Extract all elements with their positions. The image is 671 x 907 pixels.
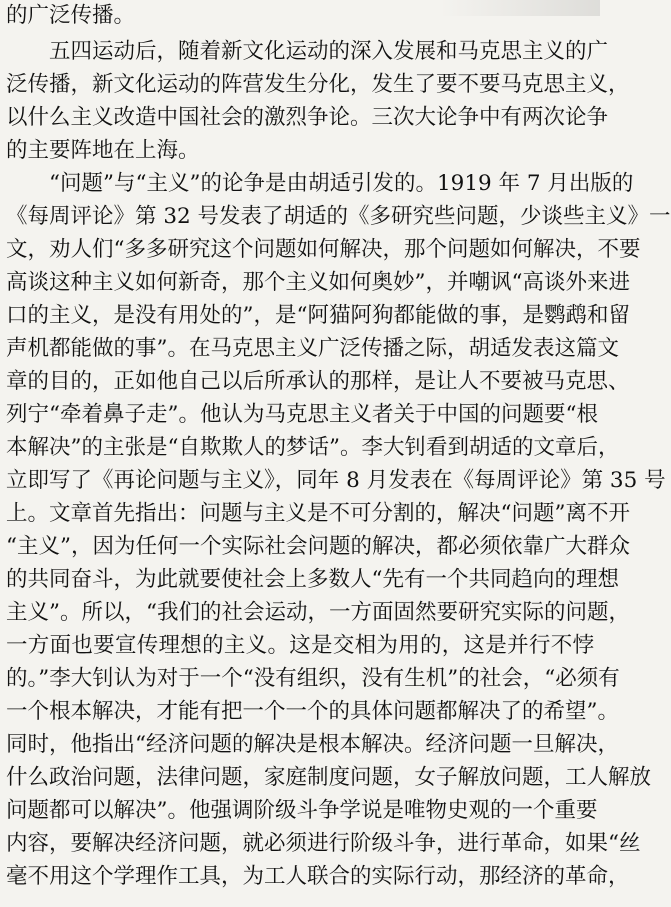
text-line: 五四运动后，随着新文化运动的深入发展和马克思主义的广 bbox=[6, 39, 609, 64]
text-line: 上。文章首先指出：问题与主义是不可分割的，解决“问题”离不开 bbox=[6, 501, 630, 526]
text-line: 一个根本解决，才能有把一个一个的具体问题都解决了的希望”。 bbox=[6, 699, 619, 724]
text-line: 章的目的，正如他自己以后所承认的那样，是让人不要被马克思、 bbox=[6, 369, 630, 394]
text-line: 的主要阵地在上海。 bbox=[6, 138, 200, 163]
text-line: 什么政治问题，法律问题，家庭制度问题，女子解放问题，工人解放 bbox=[6, 765, 652, 790]
text-line: 主义”。所以，“我们的社会运动，一方面固然要研究实际的问题， bbox=[6, 600, 630, 625]
text-line: 泛传播，新文化运动的阵营发生分化，发生了要不要马克思主义， bbox=[6, 72, 630, 97]
text-line: 以什么主义改造中国社会的激烈争论。三次大论争中有两次论争 bbox=[6, 105, 609, 130]
text-line: 内容，要解决经济问题，就必须进行阶级斗争，进行革命，如果“丝 bbox=[6, 831, 641, 856]
text-line: 本解决”的主张是“自欺欺人的梦话”。李大钊看到胡适的文章后， bbox=[6, 435, 620, 460]
text-line: “主义”，因为任何一个实际社会问题的解决，都必须依靠广大群众 bbox=[6, 534, 630, 559]
show-through-smudge bbox=[440, 0, 600, 16]
text-line: 列宁“牵着鼻子走”。他认为马克思主义者关于中国的问题要“根 bbox=[6, 402, 598, 427]
text-line: 毫不用这个学理作工具，为工人联合的实际行动，那经济的革命， bbox=[6, 864, 630, 889]
text-line: 的。”李大钊认为对于一个“没有组织，没有生机”的社会，“必须有 bbox=[6, 666, 620, 691]
text-line: 文，劝人们“多多研究这个问题如何解决，那个问题如何解决，不要 bbox=[6, 237, 641, 262]
text-line: 问题都可以解决”。他强调阶级斗争学说是唯物史观的一个重要 bbox=[6, 798, 598, 823]
text-line: 口的主义，是没有用处的”，是“阿猫阿狗都能做的事，是鹦鹉和留 bbox=[6, 303, 630, 328]
text-line: 高谈这种主义如何新奇，那个主义如何奥妙”，并嘲讽“高谈外来进 bbox=[6, 270, 630, 295]
text-line: 同时，他指出“经济问题的解决是根本解决。经济问题一旦解决， bbox=[6, 732, 619, 757]
text-line: 一方面也要宣传理想的主义。这是交相为用的，这是并行不悖 bbox=[6, 633, 594, 658]
text-line: 声机都能做的事”。在马克思主义广泛传播之际，胡适发表这篇文 bbox=[6, 336, 619, 361]
text-line: “问题”与“主义”的论争是由胡适引发的。1919 年 7 月出版的 bbox=[6, 171, 634, 196]
text-line: 的广泛传播。 bbox=[6, 3, 136, 28]
text-line: 《每周评论》第 32 号发表了胡适的《多研究些问题，少谈些主义》一 bbox=[6, 204, 671, 229]
text-line: 立即写了《再论问题与主义》，同年 8 月发表在《每周评论》第 35 号 bbox=[6, 468, 666, 493]
text-line: 的共同奋斗，为此就要使社会上多数人“先有一个共同趋向的理想 bbox=[6, 567, 619, 592]
